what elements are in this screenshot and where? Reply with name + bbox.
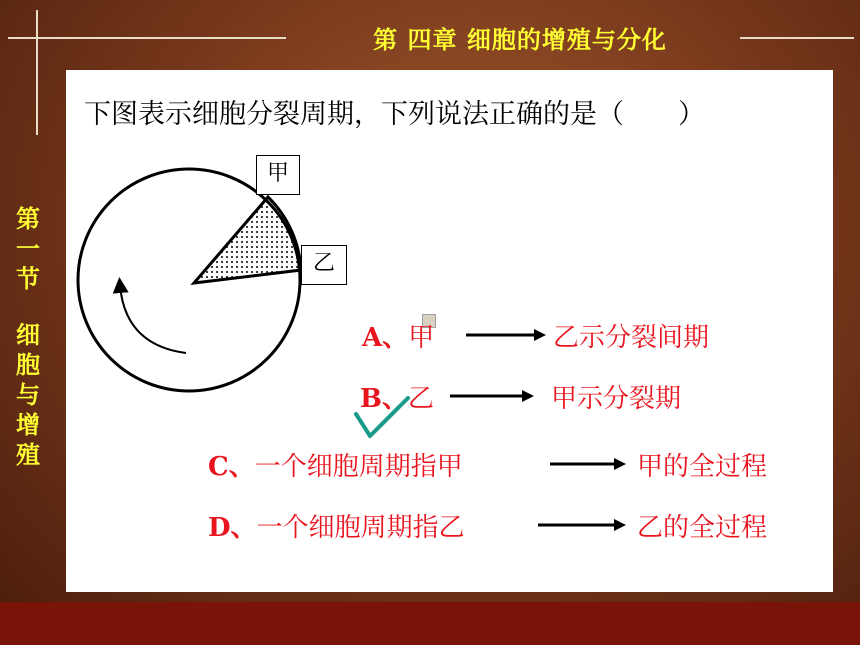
section-char: 增 (16, 411, 40, 439)
option-c[interactable] (208, 446, 463, 483)
section-char: 一 (16, 235, 40, 263)
label-jia: 甲 (256, 155, 300, 195)
option-b-arrow (450, 386, 536, 406)
option-d-letter: D、 (208, 513, 257, 543)
section-char: 节 (16, 265, 40, 293)
option-b[interactable] (360, 378, 434, 415)
option-a-to: 乙示分裂间期 (553, 323, 710, 353)
option-c-arrow (550, 454, 628, 474)
section-char: 与 (16, 381, 40, 409)
option-d-from: 一个细胞周期指乙 (256, 513, 465, 543)
option-c-to: 甲的全过程 (637, 452, 768, 482)
option-a-arrow (466, 325, 546, 345)
chapter-title: 第 四章 细胞的增殖与分化 (373, 26, 667, 54)
option-a-from: 甲 (408, 323, 435, 353)
division-sector (194, 197, 301, 283)
option-a-letter: A、 (362, 323, 409, 353)
question-text: 下图表示细胞分裂周期，下列说法正确的是（ ） (84, 99, 705, 130)
option-a[interactable] (362, 317, 434, 354)
section-char: 殖 (16, 441, 40, 469)
section-char: 第 (16, 205, 40, 233)
option-c-from: 一个细胞周期指甲 (254, 452, 463, 482)
option-d-arrow (538, 515, 628, 535)
section-char: 胞 (16, 351, 40, 379)
option-b-letter: B、 (360, 384, 408, 414)
option-d-to: 乙的全过程 (637, 513, 768, 543)
option-c-letter: C、 (208, 452, 255, 482)
option-b-to: 甲示分裂期 (551, 384, 682, 414)
label-yi: 乙 (301, 245, 347, 285)
section-char: 细 (16, 321, 40, 349)
bottom-bar (0, 602, 860, 645)
option-b-from: 乙 (407, 384, 434, 414)
option-d[interactable] (208, 507, 465, 544)
direction-arrow (120, 285, 186, 353)
